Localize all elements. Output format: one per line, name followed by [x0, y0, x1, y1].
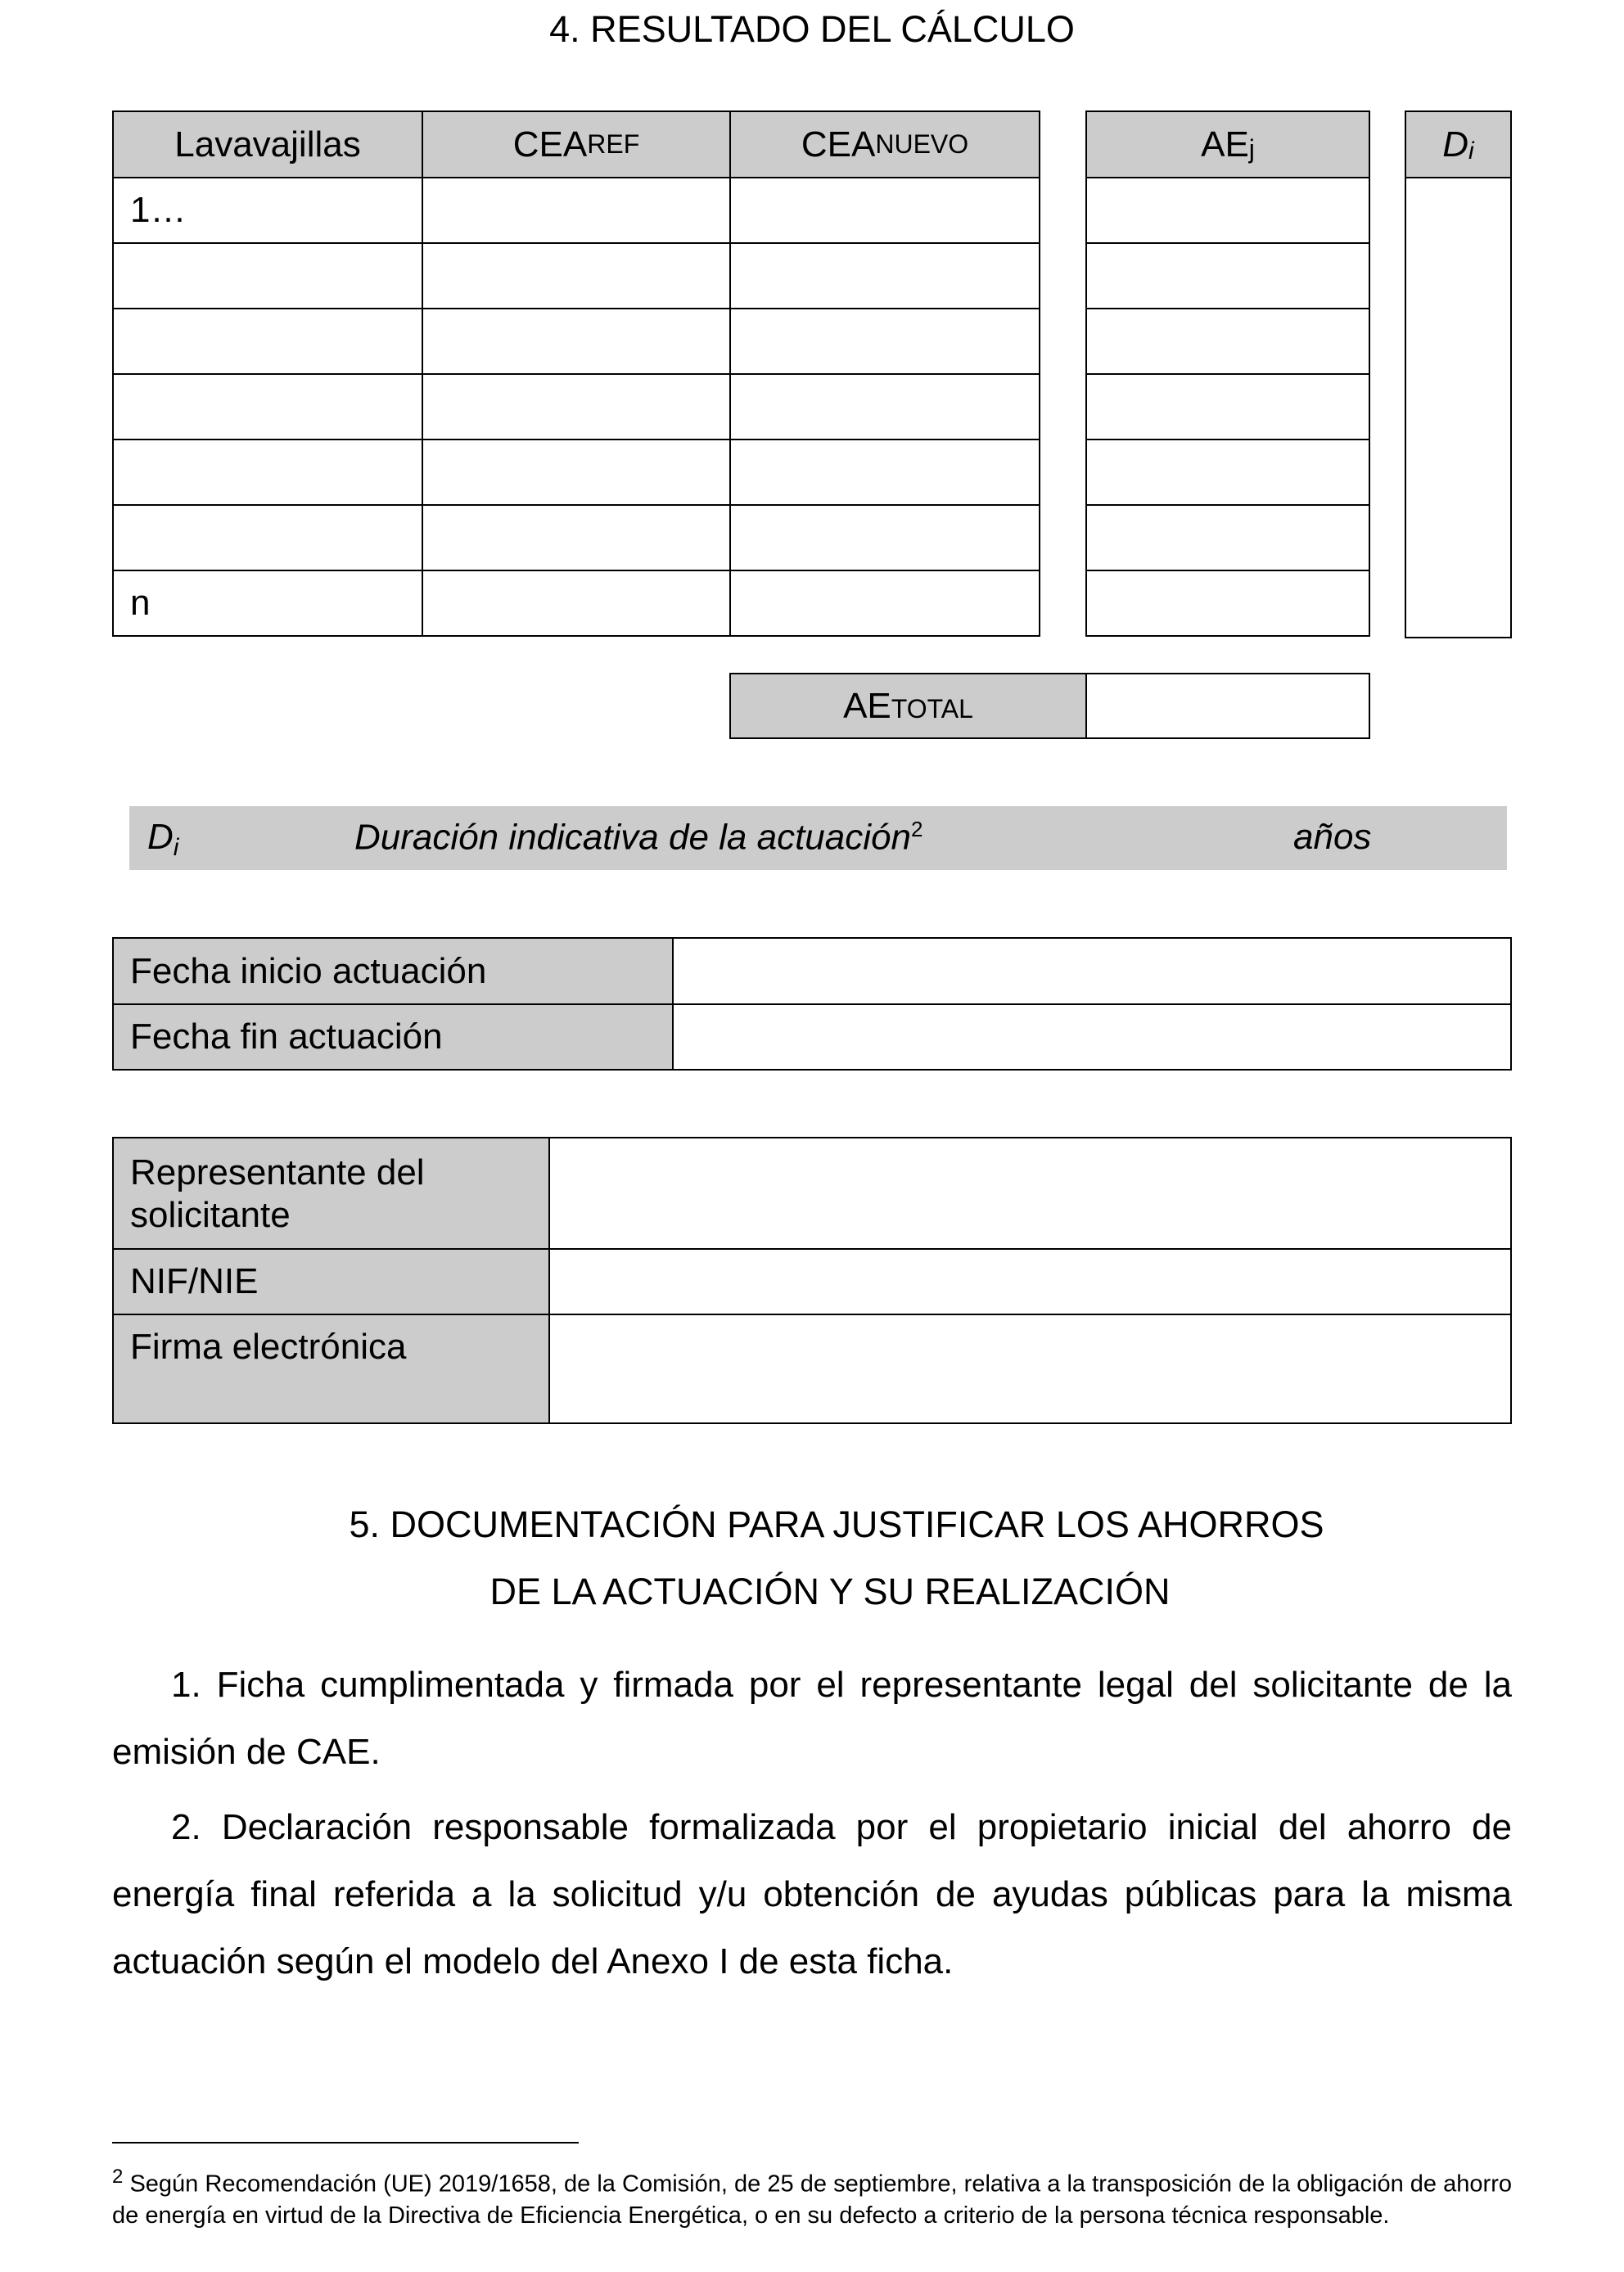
d-i-value-cell[interactable] — [1405, 177, 1512, 638]
doc-item-2: 2. Declaración responsable formalizada por el propietario inicial del ahorro de energía final referida a la solicitud y/u obtención de ayudas públicas para la misma actuación según el modelo del Anexo I de esta ficha. — [112, 1807, 1512, 1981]
table-cell-cea-ref[interactable] — [422, 439, 731, 506]
header-lavavajillas: Lavavajillas — [112, 110, 423, 178]
table-cell-cea-nuevo[interactable] — [729, 308, 1040, 375]
nif-nie-field[interactable] — [548, 1248, 1512, 1315]
table-cell-cea-nuevo[interactable] — [729, 373, 1040, 440]
table-cell-cea-ref[interactable] — [422, 177, 731, 244]
section-4-title: 4. RESULTADO DEL CÁLCULO — [549, 8, 1075, 50]
duration-unit: años — [1293, 817, 1372, 857]
ae-total-label: AE TOTAL — [729, 673, 1087, 739]
table-cell-ae-j[interactable] — [1085, 504, 1370, 571]
header-cea-ref: CEA REF — [422, 110, 731, 178]
header-d-i: D i — [1405, 110, 1512, 178]
nif-nie-label: NIF/NIE — [112, 1248, 550, 1315]
table-cell-ae-j[interactable] — [1085, 177, 1370, 244]
table-cell-cea-nuevo[interactable] — [729, 177, 1040, 244]
table-cell-ae-j[interactable] — [1085, 242, 1370, 309]
header-ae-j: AE j — [1085, 110, 1370, 178]
section-5-title: 5. DOCUMENTACIÓN PARA JUSTIFICAR LOS AHORROS DE LA ACTUACIÓN Y SU REALIZACIÓN — [349, 1503, 1324, 1612]
table-cell-lavavajillas[interactable] — [112, 308, 423, 375]
signature-field[interactable] — [548, 1314, 1512, 1424]
representative-label: Representante del solicitante — [112, 1137, 550, 1250]
signature-label: Firma electrónica — [112, 1314, 550, 1424]
table-cell-cea-nuevo[interactable] — [729, 504, 1040, 571]
table-cell-cea-ref[interactable] — [422, 308, 731, 375]
table-cell-cea-nuevo[interactable] — [729, 439, 1040, 506]
table-cell-cea-ref[interactable] — [422, 504, 731, 571]
end-date-field[interactable] — [672, 1003, 1512, 1071]
table-cell-ae-j[interactable] — [1085, 570, 1370, 637]
doc-item-1: 1. Ficha cumplimentada y firmada por el representante legal del solicitante de la emisión de CAE. — [112, 1665, 1512, 1772]
table-cell-ae-j[interactable] — [1085, 308, 1370, 375]
footnote-divider — [112, 2142, 579, 2144]
start-date-field[interactable] — [672, 937, 1512, 1005]
end-date-label: Fecha fin actuación — [112, 1003, 674, 1071]
ae-total-value[interactable] — [1085, 673, 1370, 739]
representative-field[interactable] — [548, 1137, 1512, 1250]
table-cell-lavavajillas[interactable] — [112, 504, 423, 571]
table-cell-lavavajillas[interactable] — [112, 242, 423, 309]
table-cell-ae-j[interactable] — [1085, 439, 1370, 506]
row-label-last: n — [112, 570, 423, 637]
table-cell-cea-ref[interactable] — [422, 373, 731, 440]
footnote: $^2$ Según Recomendación (UE) 2019/1658, de la Comisión, de 25 de septiembre, relativa a la transposición de la obligación de ahorro de energía en virtud de la Directiva de Eficiencia Energética, o en su defecto a criterio de la persona técnica responsable. — [112, 2166, 1512, 2229]
table-cell-cea-ref[interactable] — [422, 242, 731, 309]
row-label-first: 1… — [112, 177, 423, 244]
table-cell-ae-j[interactable] — [1085, 373, 1370, 440]
table-cell-lavavajillas[interactable] — [112, 373, 423, 440]
table-cell-lavavajillas[interactable] — [112, 439, 423, 506]
table-cell-cea-nuevo[interactable] — [729, 570, 1040, 637]
header-cea-nuevo: CEA NUEVO — [729, 110, 1040, 178]
duration-bar — [129, 806, 1507, 870]
start-date-label: Fecha inicio actuación — [112, 937, 674, 1005]
duration-label: Duración indicativa de la actuación$^2$ — [354, 817, 923, 858]
table-cell-cea-nuevo[interactable] — [729, 242, 1040, 309]
duration-symbol: Di — [147, 817, 179, 861]
table-cell-cea-ref[interactable] — [422, 570, 731, 637]
